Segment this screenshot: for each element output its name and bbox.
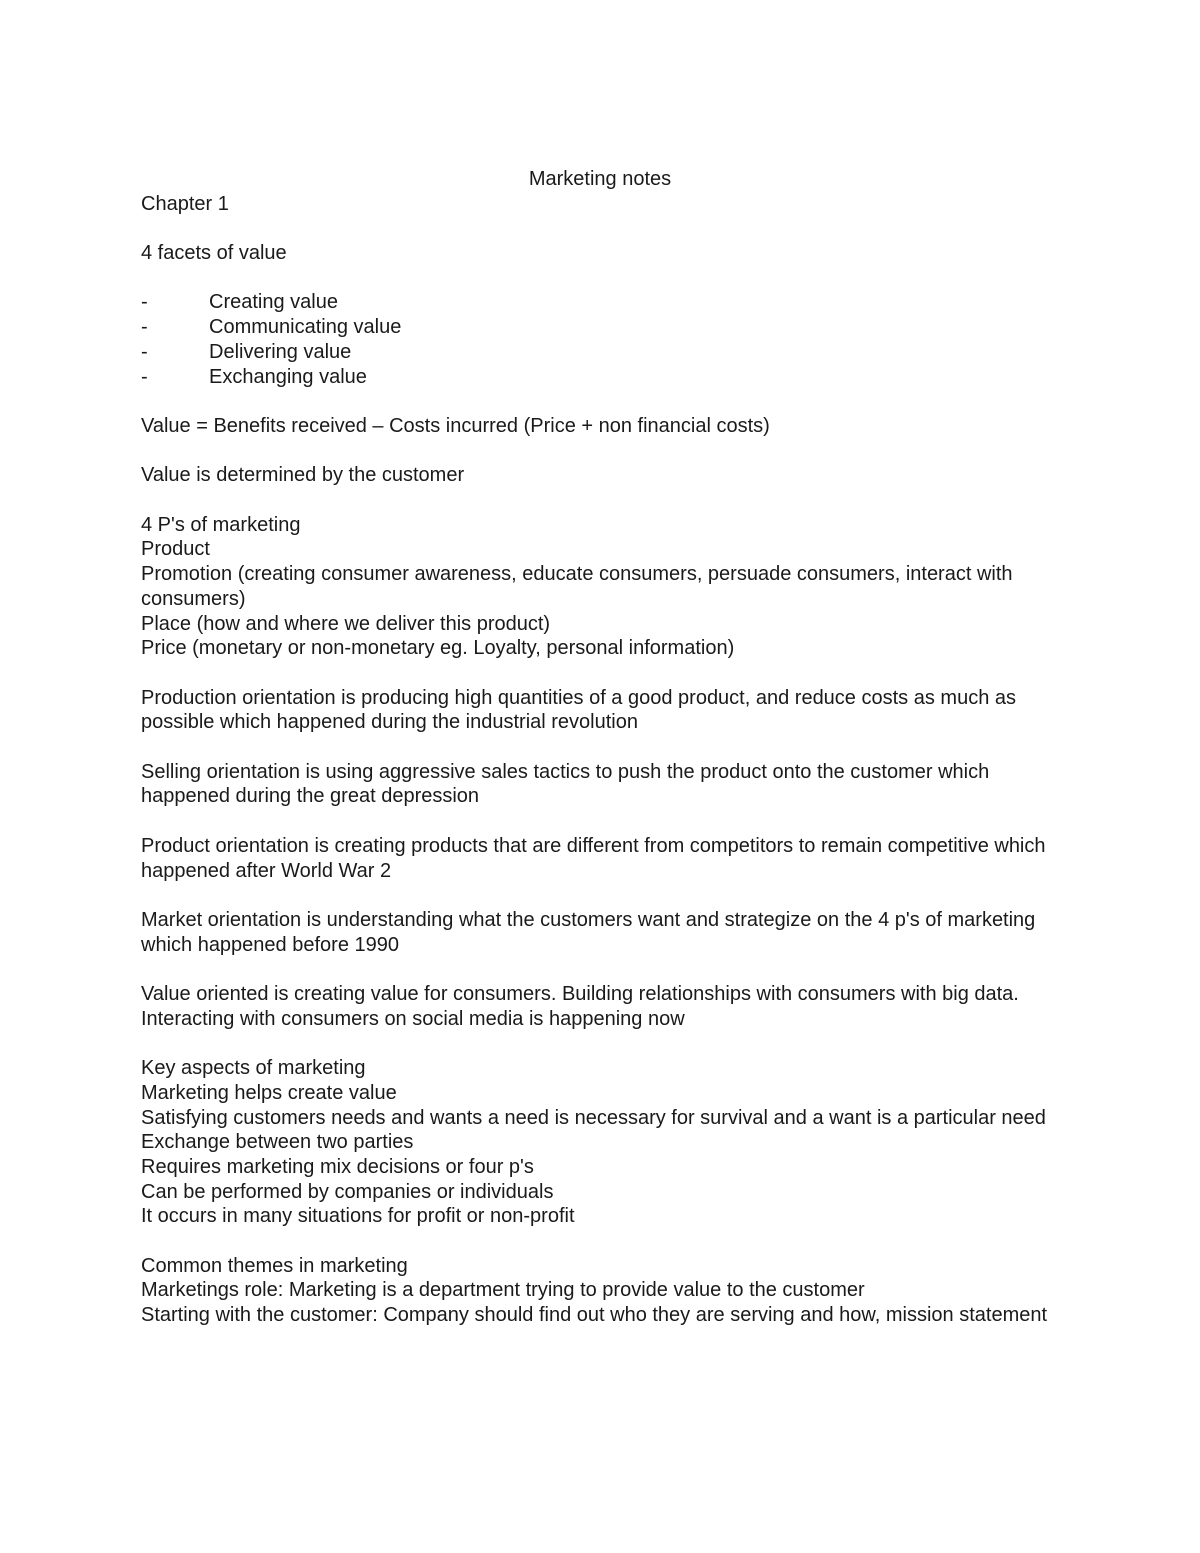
facets-heading: 4 facets of value bbox=[141, 242, 287, 265]
list-item: - Communicating value bbox=[141, 316, 402, 339]
key-aspects-line: Can be performed by companies or individuals bbox=[141, 1180, 554, 1203]
list-item: - Delivering value bbox=[141, 340, 352, 363]
value-formula: Value = Benefits received – Costs incurred (Price + non financial costs) bbox=[141, 414, 770, 437]
dash-marker: - bbox=[141, 316, 148, 339]
dash-marker: - bbox=[141, 340, 148, 363]
chapter-heading: Chapter 1 bbox=[141, 192, 229, 215]
orientation-paragraph: Product orientation is creating products that are different from competitors to remain competitive which happened after World War 2 bbox=[141, 834, 1046, 882]
four-ps-line: Product bbox=[141, 538, 210, 561]
orientation-paragraph: Selling orientation is using aggressive sales tactics to push the product onto the customer which happened during the great depression bbox=[141, 760, 990, 808]
common-themes-line: Marketings role: Marketing is a department trying to provide value to the customer bbox=[141, 1279, 865, 1302]
document-title: Marketing notes bbox=[528, 168, 672, 190]
key-aspects-line: Marketing helps create value bbox=[141, 1081, 397, 1104]
key-aspects-line: Satisfying customers needs and wants a need is necessary for survival and a want is a particular need bbox=[141, 1106, 1046, 1129]
four-ps-line: Place (how and where we deliver this product) bbox=[141, 612, 551, 635]
key-aspects-heading: Key aspects of marketing bbox=[141, 1057, 366, 1080]
facets-list bbox=[141, 290, 1071, 389]
four-ps-heading: 4 P's of marketing bbox=[141, 513, 301, 536]
key-aspects-line: It occurs in many situations for profit or non-profit bbox=[141, 1205, 575, 1228]
document-page bbox=[141, 167, 1071, 1328]
key-aspects-line: Exchange between two parties bbox=[141, 1131, 414, 1154]
common-themes-line: Starting with the customer: Company should find out who they are serving and how, mission statement bbox=[141, 1304, 1048, 1327]
list-item: - Creating value bbox=[141, 291, 338, 314]
four-ps-line: Promotion (creating consumer awareness, educate consumers, persuade consumers, interact with consumers) bbox=[141, 563, 1013, 610]
dash-marker: - bbox=[141, 291, 148, 314]
dash-marker: - bbox=[141, 365, 148, 388]
common-themes-heading: Common themes in marketing bbox=[141, 1254, 408, 1277]
four-ps-line: Price (monetary or non-monetary eg. Loyalty, personal information) bbox=[141, 637, 735, 660]
key-aspects-line: Requires marketing mix decisions or four p's bbox=[141, 1155, 534, 1178]
orientation-paragraph: Market orientation is understanding what the customers want and strategize on the 4 p's of marketing which happened before 1990 bbox=[141, 908, 1036, 956]
orientation-paragraph: Value oriented is creating value for consumers. Building relationships with consumers with big data. Interacting with consumers on social media is happening now bbox=[141, 983, 1019, 1030]
value-determined: Value is determined by the customer bbox=[141, 464, 465, 487]
list-item: - Exchanging value bbox=[141, 365, 367, 388]
orientation-paragraph: Production orientation is producing high quantities of a good product, and reduce costs as much as possible which happened during the industrial revolution bbox=[141, 686, 1016, 734]
